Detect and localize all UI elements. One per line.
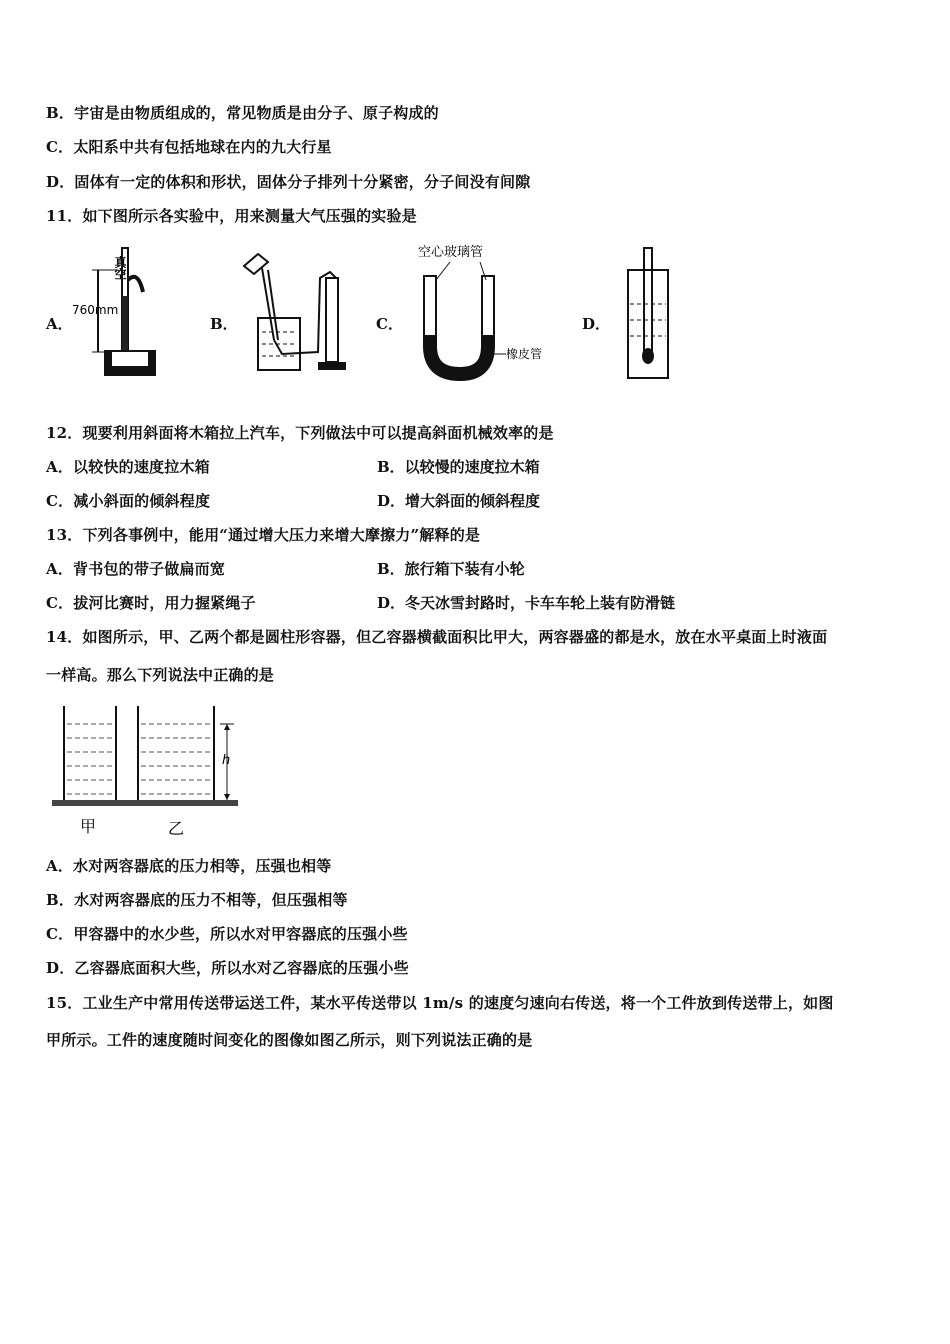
q13-option-d: D．冬天冰雪封路时，卡车车轮上装有防滑链 xyxy=(377,594,676,612)
q14-figure-containers xyxy=(48,700,244,840)
q11-figure-d-beaker xyxy=(620,244,676,382)
q12-option-a: A．以较快的速度拉木箱 xyxy=(46,458,210,476)
q10-option-c: C．太阳系中共有包括地球在内的九大行星 xyxy=(46,138,332,156)
q11-figure-c-u-tube xyxy=(410,240,560,382)
q14-stem-line1: 14．如图所示，甲、乙两个都是圆柱形容器，但乙容器横截面积比甲大，两容器盛的都是水，放在水平桌面上时液面 xyxy=(46,628,828,646)
q13-option-c: C．拔河比赛时，用力握紧绳子 xyxy=(46,594,256,612)
q14-option-b: B．水对两容器底的压力不相等，但压强相等 xyxy=(46,891,348,909)
q12-option-b: B．以较慢的速度拉木箱 xyxy=(377,458,540,476)
q12-option-c: C．减小斜面的倾斜程度 xyxy=(46,492,211,510)
q11-label-b: B． xyxy=(210,315,238,333)
q13-option-a: A．背书包的带子做扁而宽 xyxy=(46,560,226,578)
q13-stem: 13．下列各事例中，能用“通过增大压力来增大摩擦力”解释的是 xyxy=(46,526,481,544)
q11-figure-a-torricelli xyxy=(68,240,158,382)
q12-option-d: D．增大斜面的倾斜程度 xyxy=(377,492,541,510)
q11-figc-tube-label: 空心玻璃管 xyxy=(418,245,484,260)
q11-label-c: C． xyxy=(376,315,403,333)
q15-stem-line2: 甲所示。工件的速度随时间变化的图像如图乙所示，则下列说法正确的是 xyxy=(46,1031,533,1049)
q10-option-d: D．固体有一定的体积和形状，固体分子排列十分紧密，分子间没有间隙 xyxy=(46,173,531,191)
q14-fig-h-label: h xyxy=(222,753,231,768)
q11-figure-b-apparatus xyxy=(238,248,350,378)
q14-option-d: D．乙容器底面积大些，所以水对乙容器底的压强小些 xyxy=(46,959,409,977)
q11-figc-hose-label: 橡皮管 xyxy=(506,347,543,361)
q11-label-a: A． xyxy=(46,315,73,333)
q11-figa-height: 760mm xyxy=(72,303,119,317)
q14-fig-yi-label: 乙 xyxy=(168,819,185,838)
q14-fig-jia-label: 甲 xyxy=(80,817,97,836)
q11-label-d: D． xyxy=(582,315,611,333)
q14-option-c: C．甲容器中的水少些，所以水对甲容器底的压强小些 xyxy=(46,925,408,943)
q12-stem: 12．现要利用斜面将木箱拉上汽车，下列做法中可以提高斜面机械效率的是 xyxy=(46,424,554,442)
q11-figa-vacuum-1: 真空 xyxy=(113,256,127,280)
q11-stem: 11．如下图所示各实验中，用来测量大气压强的实验是 xyxy=(46,207,417,225)
q14-option-a: A．水对两容器底的压力相等，压强也相等 xyxy=(46,857,332,875)
q14-stem-line2: 一样高。那么下列说法中正确的是 xyxy=(46,666,275,684)
q15-stem-line1: 15．工业生产中常用传送带运送工件，某水平传送带以 1m/s 的速度匀速向右传送，将一个工件放到传送带上，如图 xyxy=(46,994,834,1012)
q10-option-b: B．宇宙是由物质组成的，常见物质是由分子、原子构成的 xyxy=(46,104,439,122)
q13-option-b: B．旅行箱下装有小轮 xyxy=(377,560,525,578)
